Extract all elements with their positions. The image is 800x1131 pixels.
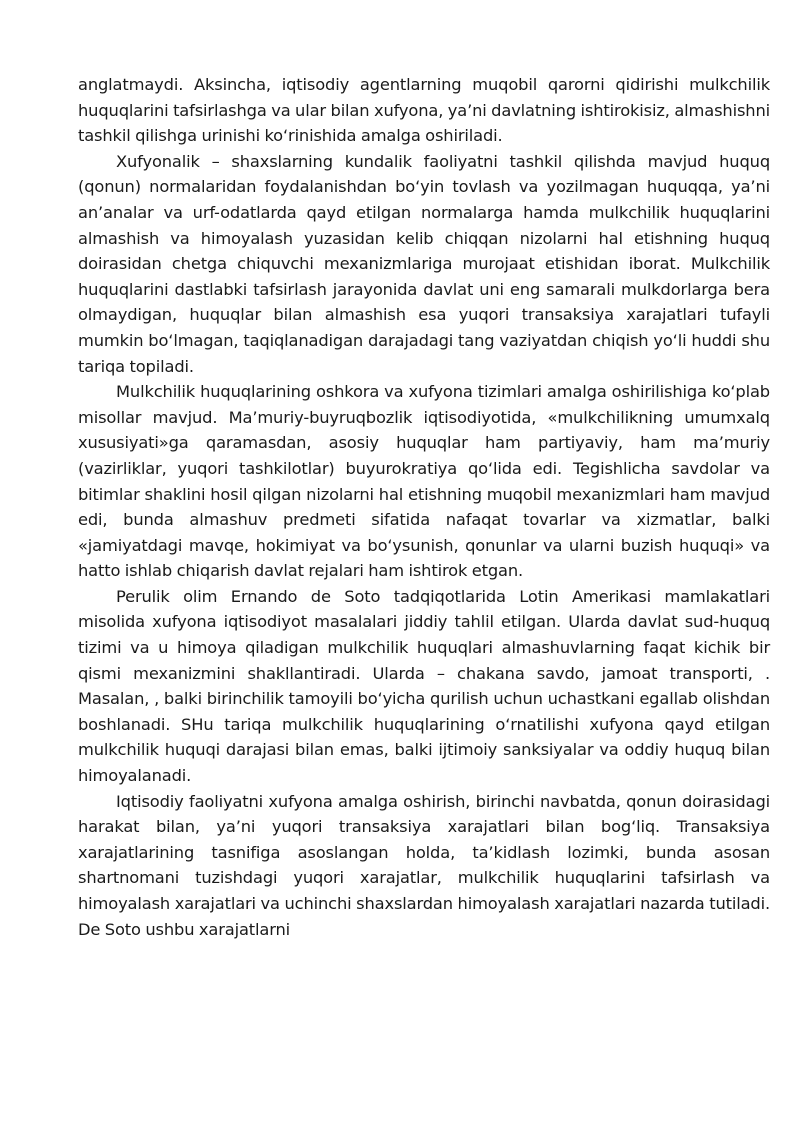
paragraph-de-soto-research: Perulik olim Ernando de Soto tadqiqotlarida Lotin Amerikasi mamlakatlari misolida xufyona iqtisodiyot masalalari jiddiy tahlil etilgan. Ularda davlat sud-huquq tizimi va u himoya qiladigan mulkchilik huquqlari almashuvlarning faqat kichik bir qismi mexanizmini shakllantiradi. Ularda – chakana savdo, jamoat transporti, . Masalan, , balki birinchilik tamoyili bo‘yicha qurilish uchun uchastkani egallab olishdan boshlanadi. SHu tariqa mulkchilik huquqlarining o‘rnatilishi xufyona qayd etilgan mulkchilik huquqi darajasi bilan emas, balki ijtimoiy sanksiyalar va oddiy huquq bilan himoyalanadi.: [78, 586, 770, 786]
paragraph-xufyonalik-definition: Xufyonalik – shaxslarning kundalik faoliyatni tashkil qilishda mavjud huquq (qonun) normalaridan foydalanishdan bo‘yin tovlash va yozilmagan huquqqa, ya’ni an’analar va urf-odatlarda qayd etilgan normalarga hamda mulkchilik huquqlarini almashish va himoyalash yuzasidan kelib chiqqan nizolarni hal etishning huquq doirasidan chetga chiquvchi mexanizmlariga murojaat etishidan iborat. Mulkchilik huquqlarini dastlabki tafsirlash jarayonida davlat uni eng samarali mulkdorlarga bera olmaydigan, huquqlar bilan almashish esa yuqori transaksiya xarajatlari tufayli mumkin bo‘lmagan, taqiqlanadigan darajadagi tang vaziyatdan chiqish yo‘li huddi shu tariqa topiladi.: [78, 151, 770, 376]
paragraph-continuation: anglatmaydi. Aksincha, iqtisodiy agentlarning muqobil qarorni qidirishi mulkchilik huquqlarini tafsirlashga va ular bilan xufyona, ya’ni davlatning ishtirokisiz, almashishni tashkil qilishga urinishi ko‘rinishida amalga oshiriladi.: [78, 75, 770, 146]
paragraph-transaction-costs: Iqtisodiy faoliyatni xufyona amalga oshirish, birinchi navbatda, qonun doirasidagi harakat bilan, ya’ni yuqori transaksiya xarajatlari bilan bog‘liq. Transaksiya xarajatlarining tasnifiga asoslangan holda, ta’kidlash lozimki, bunda asosan shartnomani tuzishdagi yuqori xarajatlar, mulkchilik huquqlarini tafsirlash va himoyalash xarajatlari va uchinchi shaxslardan himoyalash xarajatlari nazarda tutiladi. De Soto ushbu xarajatlarni: [78, 791, 770, 939]
document-page: [78, 72, 770, 942]
paragraph-property-rights-examples: Mulkchilik huquqlarining oshkora va xufyona tizimlari amalga oshirilishiga ko‘plab misollar mavjud. Ma’muriy-buyruqbozlik iqtisodiyotida, «mulkchilikning umumxalq xususiyati»ga qaramasdan, asosiy huquqlar ham partiyaviy, ham ma’muriy (vazirliklar, yuqori tashkilotlar) buyurokratiya qo‘lida edi. Tegishlicha savdolar va bitimlar shaklini hosil qilgan nizolarni hal etishning muqobil mexanizmlari ham mavjud edi, bunda almashuv predmeti sifatida nafaqat tovarlar va xizmatlar, balki «jamiyatdagi mavqe, hokimiyat va bo‘ysunish, qonunlar va ularni buzish huquqi» va hatto ishlab chiqarish davlat rejalari ham ishtirok etgan.: [78, 382, 770, 581]
